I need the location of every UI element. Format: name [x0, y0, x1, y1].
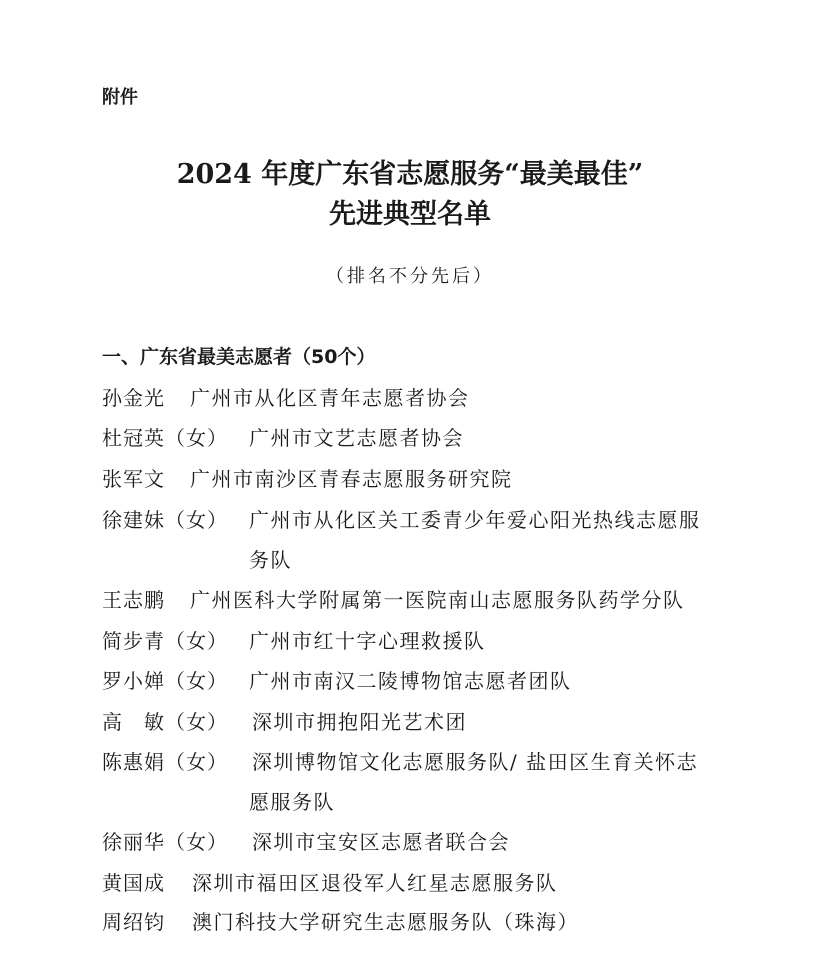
volunteer-name: 罗小婵（女）	[102, 669, 228, 693]
volunteer-organization: 广州市南汉二陵博物馆志愿者团队	[249, 669, 572, 693]
document-subtitle: （排名不分先后）	[326, 266, 494, 287]
volunteer-organization: 广州市从化区关工委青少年爱心阳光热线志愿服	[249, 508, 701, 532]
volunteer-organization: 澳门科技大学研究生志愿服务队（珠海）	[192, 910, 579, 934]
volunteer-name: 陈惠娟（女）	[102, 750, 228, 774]
volunteer-organization: 广州市南沙区青春志愿服务研究院	[190, 467, 513, 491]
volunteer-name: 简步青（女）	[102, 629, 228, 653]
volunteer-name: 黄国成	[102, 871, 165, 895]
volunteer-organization: 广州医科大学附属第一医院南山志愿服务队药学分队	[190, 588, 685, 612]
volunteer-organization: 深圳市福田区退役军人红星志愿服务队	[192, 871, 558, 895]
volunteer-organization-continued: 愿服务队	[249, 790, 335, 814]
volunteer-name: 王志鹏	[102, 588, 165, 612]
volunteer-organization: 广州市红十字心理救援队	[249, 629, 486, 653]
volunteer-organization: 深圳市拥抱阳光艺术团	[252, 710, 467, 734]
document-title-line2: 先进典型名单	[329, 199, 491, 230]
volunteer-organization-continued: 务队	[249, 548, 292, 572]
volunteer-organization: 广州市从化区青年志愿者协会	[190, 386, 470, 410]
volunteer-organization: 深圳市宝安区志愿者联合会	[252, 830, 510, 854]
volunteer-organization: 广州市文艺志愿者协会	[249, 426, 464, 450]
attachment-label: 附件	[102, 87, 138, 108]
volunteer-name: 高 敏（女）	[102, 710, 228, 734]
volunteer-organization: 深圳博物馆文化志愿服务队/ 盐田区生育关怀志	[252, 750, 699, 774]
volunteer-name: 徐丽华（女）	[102, 830, 228, 854]
volunteer-name: 孙金光	[102, 386, 165, 410]
volunteer-name: 张军文	[102, 467, 165, 491]
section-heading: 一、广东省最美志愿者（50个）	[102, 346, 376, 368]
volunteer-name: 徐建妹（女）	[102, 508, 228, 532]
volunteer-name: 周绍钧	[102, 910, 165, 934]
document-title-line1: 2024 年度广东省志愿服务“最美最佳”	[176, 159, 644, 190]
volunteer-name: 杜冠英（女）	[102, 426, 228, 450]
